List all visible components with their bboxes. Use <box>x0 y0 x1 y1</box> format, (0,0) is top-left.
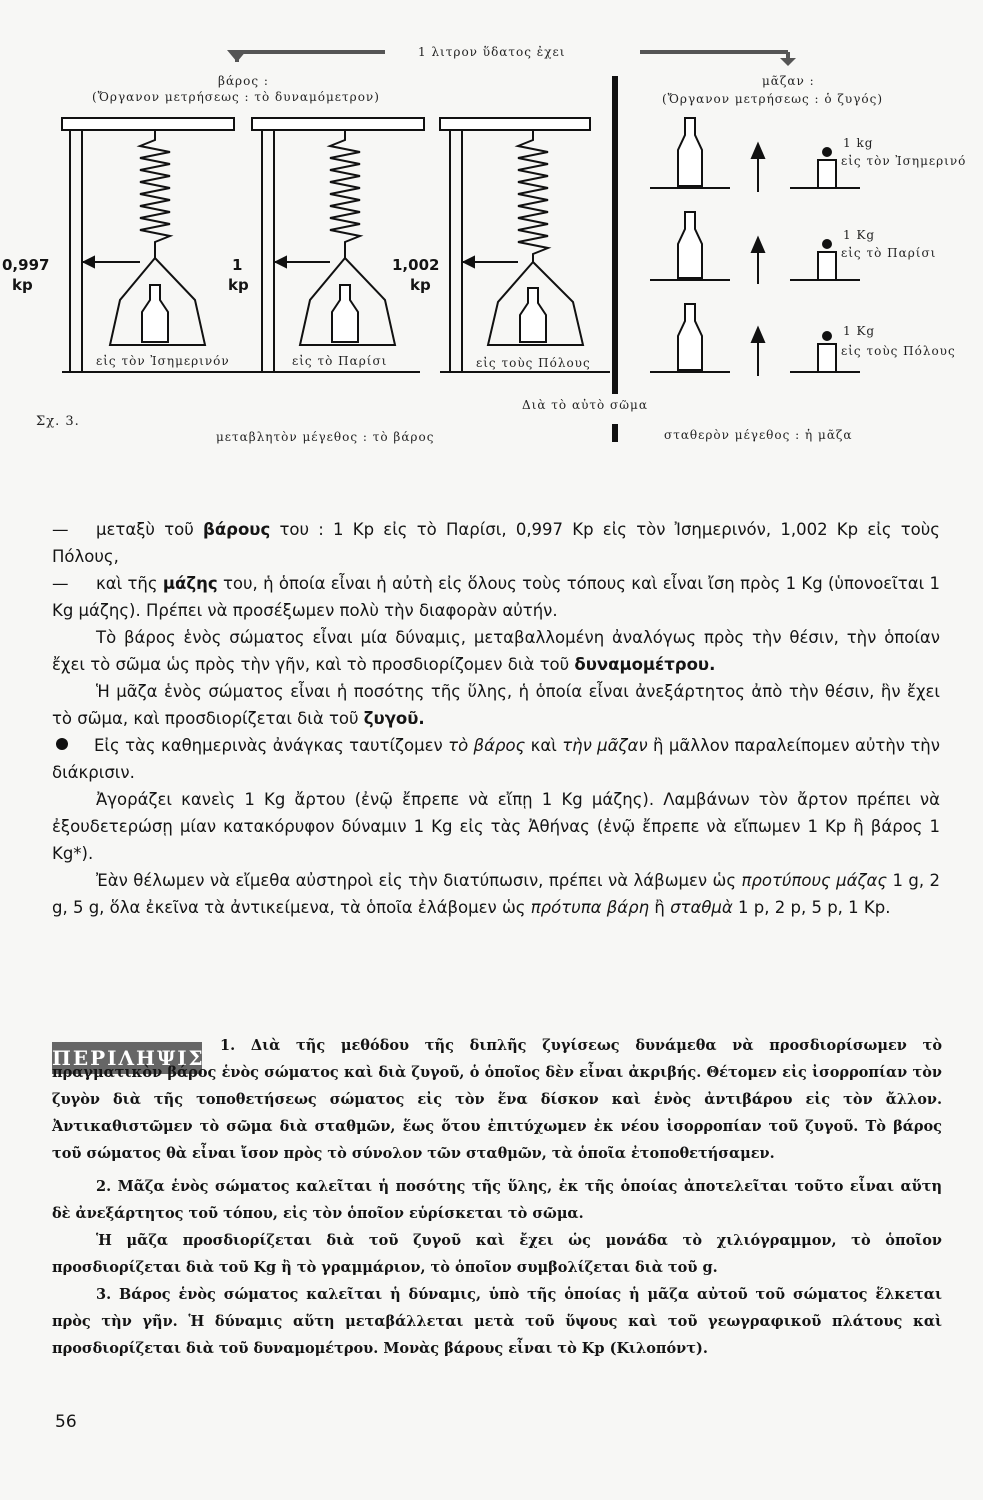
spring-1-location: εἰς τὸν Ἰσημερινόν <box>96 354 230 368</box>
separator-bar-lower <box>612 424 618 442</box>
spring-scale-1 <box>62 118 260 372</box>
paragraph-bread: Ἀγοράζει κανεὶς 1 Kg ἄρτου (ἐνῷ ἔπρεπε νὰ εἴπῃ 1 Kg μάζης). Λαμβάνων τὸν ἄρτον πρέπει νὰ ἐξουδετερώσῃ μίαν κατακόρυφον δύναμιν 1 Kg εἰς τὰς Ἀθήνας (ἐνῷ ἔπρεπε νὰ εἴπωμεν 1 Kp ἢ βάρος 1 Kg*). <box>52 790 940 863</box>
body-text <box>52 516 940 921</box>
spring-2-location: εἰς τὸ Παρίσι <box>292 354 388 368</box>
right-title: μᾶζαν : <box>762 74 815 88</box>
same-body-caption: Διὰ τὸ αὐτὸ σῶμα <box>522 398 648 412</box>
spring-2-unit: kp <box>228 276 249 294</box>
paragraph-weight-definition: Τὸ βάρος ἑνὸς σώματος εἶναι μία δύναμις, μεταβαλλομένη ἀναλόγως πρὸς τὴν θέσιν, τὴν ὁποίαν ἔχει τὸ σῶμα ὡς πρὸς τὴν γῆν, καὶ τὸ προσδιορίζομεν διὰ τοῦ δυναμομέτρου. <box>52 628 940 674</box>
figure-label: Σχ. 3. <box>36 414 80 429</box>
spring-scale-3 <box>440 118 610 372</box>
balance-3-mass: 1 Kg <box>843 324 876 338</box>
spring-3-location: εἰς τοὺς Πόλους <box>476 356 591 370</box>
balance-row-2 <box>650 212 860 284</box>
summary-badge: ΠΕΡΙΛΗΨΙΣ <box>52 1042 202 1074</box>
left-subtitle: (Ὄργανον μετρήσεως : τὸ δυναμόμετρον) <box>92 90 380 104</box>
summary-item-2b: Ἡ μᾶζα προσδιορίζεται διὰ τοῦ ζυγοῦ καὶ ἔχει ὡς μονάδα τὸ χιλιόγραμμον, τὸ ὁποῖον προσδιορίζεται διὰ τοῦ Kg ἢ τὸ γραμμάριον, τὸ ὁποῖον συμβολίζεται διὰ τοῦ g. <box>52 1232 942 1276</box>
left-top-arrow <box>227 50 385 62</box>
paragraph-weight: — μεταξὺ τοῦ βάρους του : 1 Kp εἰς τὸ Παρίσι, 0,997 Kp εἰς τὸν Ἰσημερινόν, 1,002 Kp εἰς τοὺς Πόλους, <box>52 520 940 566</box>
balance-3-location: εἰς τοὺς Πόλους <box>841 344 956 358</box>
balance-1-mass: 1 kg <box>843 136 874 150</box>
right-subtitle: (Ὄργανον μετρήσεως : ὁ ζυγός) <box>662 92 884 106</box>
spring-1-unit: kp <box>12 276 33 294</box>
balance-row-3 <box>650 304 860 376</box>
summary-item-2: 2. Μᾶζα ἑνὸς σώματος καλεῖται ἡ ποσότης τῆς ὕλης, ἐκ τῆς ὁποίας ἀποτελεῖται τοῦτο εἶναι αὕτη δὲ ἀνεξάρτητος τοῦ τόπου, εἰς τὸν ὁποῖον εὑρίσκεται τὸ σῶμα. <box>52 1178 942 1222</box>
left-title: βάρος : <box>218 74 269 88</box>
spring-3-value: 1,002 <box>392 256 440 274</box>
separator-bar <box>612 76 618 394</box>
balance-2-mass: 1 Kg <box>843 228 876 242</box>
figure-drawing <box>0 0 983 460</box>
top-caption: 1 λιτρον ὕδατος ἐχει <box>418 45 566 59</box>
balance-1-location: εἰς τὸν Ἰσημερινό <box>841 154 967 168</box>
spring-1-value: 0,997 <box>2 256 50 274</box>
balance-2-location: εἰς τὸ Παρίσι <box>841 246 937 260</box>
right-top-arrow <box>640 50 796 66</box>
paragraph-mass: — καὶ τῆς μάζης του, ἡ ὁποία εἶναι ἡ αὐτὴ εἰς ὅλους τοὺς τόπους καὶ εἶναι ἴση πρὸς 1 Kg (ὑπονοεῖται 1 Kg μάζης). Πρέπει νὰ προσέξωμεν πολὺ τὴν διαφορὰν αὐτήν. <box>52 574 941 620</box>
paragraph-standards: Ἐὰν θέλωμεν νὰ εἴμεθα αὐστηροὶ εἰς τὴν διατύπωσιν, πρέπει νὰ λάβωμεν ὡς προτύπους μάζας 1 g, 2 g, 5 g, ὅλα ἐκεῖνα τὰ ἀντικείμενα, τὰ ὁποῖα ἐλάβομεν ὡς πρότυπα βάρη ἢ σταθμὰ 1 p, 2 p, 5 p, 1 Kp. <box>52 871 940 917</box>
paragraph-mass-definition: Ἡ μᾶζα ἑνὸς σώματος εἶναι ἡ ποσότης τῆς ὕλης, ἡ ὁποία εἶναι ἀνεξάρτητος ἀπὸ τὴν θέσιν, ἣν ἔχει τὸ σῶμα, καὶ προσδιορίζεται διὰ τοῦ ζυγοῦ. <box>52 682 940 728</box>
spring-scale-2 <box>252 118 424 372</box>
summary-text <box>52 1032 942 1362</box>
spring-3-unit: kp <box>410 276 431 294</box>
summary-item-1: 1. Διὰ τῆς μεθόδου τῆς διπλῆς ζυγίσεως δυνάμεθα νὰ προσδιορίσωμεν τὸ πραγματικὸν βάρος ἑνὸς σώματος καὶ διὰ ζυγοῦ, ὁ ὁποῖος δὲν εἶναι ἀκριβής. Θέτομεν εἰς ἰσορροπίαν τὸν ζυγὸν διὰ τῆς τοποθετήσεως σώματος εἰς τὸν ἕνα δίσκον καὶ ἑνὸς ἀντιβάρου εἰς τὸν ἄλλον. Ἀντικαθιστῶμεν τὸ σῶμα διὰ σταθμῶν, ἕως ὅτου ἐπιτύχωμεν ἐκ νέου ἰσορροπίαν τοῦ ζυγοῦ. Τὸ βάρος τοῦ σώματος θὰ εἶναι ἴσον πρὸς τὸ σύνολον τῶν σταθμῶν, τὰ ὁποῖα ἐτοποθετήσαμεν. <box>52 1037 942 1162</box>
page-number: 56 <box>55 1412 77 1432</box>
balance-row-1 <box>650 118 860 192</box>
variable-caption: μεταβλητὸν μέγεθος : τὸ βάρος <box>216 430 435 444</box>
summary-item-3: 3. Βάρος ἑνὸς σώματος καλεῖται ἡ δύναμις, ὑπὸ τῆς ὁποίας ἡ μᾶζα αὐτοῦ τοῦ σώματος ἕλκεται πρὸς τὴν γῆν. Ἡ δύναμις αὕτη μεταβάλλεται μετὰ τοῦ ὕψους καὶ τοῦ γεωγραφικοῦ πλάτους καὶ προσδιορίζεται διὰ τοῦ δυναμομέτρου. Μονὰς βάρους εἶναι τὸ Kp (Κιλοπόντ). <box>52 1286 942 1357</box>
constant-caption: σταθερὸν μέγεθος : ἡ μᾶζα <box>664 428 853 442</box>
paragraph-daily: Εἰς τὰς καθημερινὰς ἀνάγκας ταυτίζομεν τὸ βάρος καὶ τὴν μᾶζαν ἢ μᾶλλον παραλείπομεν αὐτὴν τὴν διάκρισιν. <box>52 736 940 782</box>
spring-2-value: 1 <box>232 256 243 274</box>
bullet-icon <box>56 738 68 750</box>
